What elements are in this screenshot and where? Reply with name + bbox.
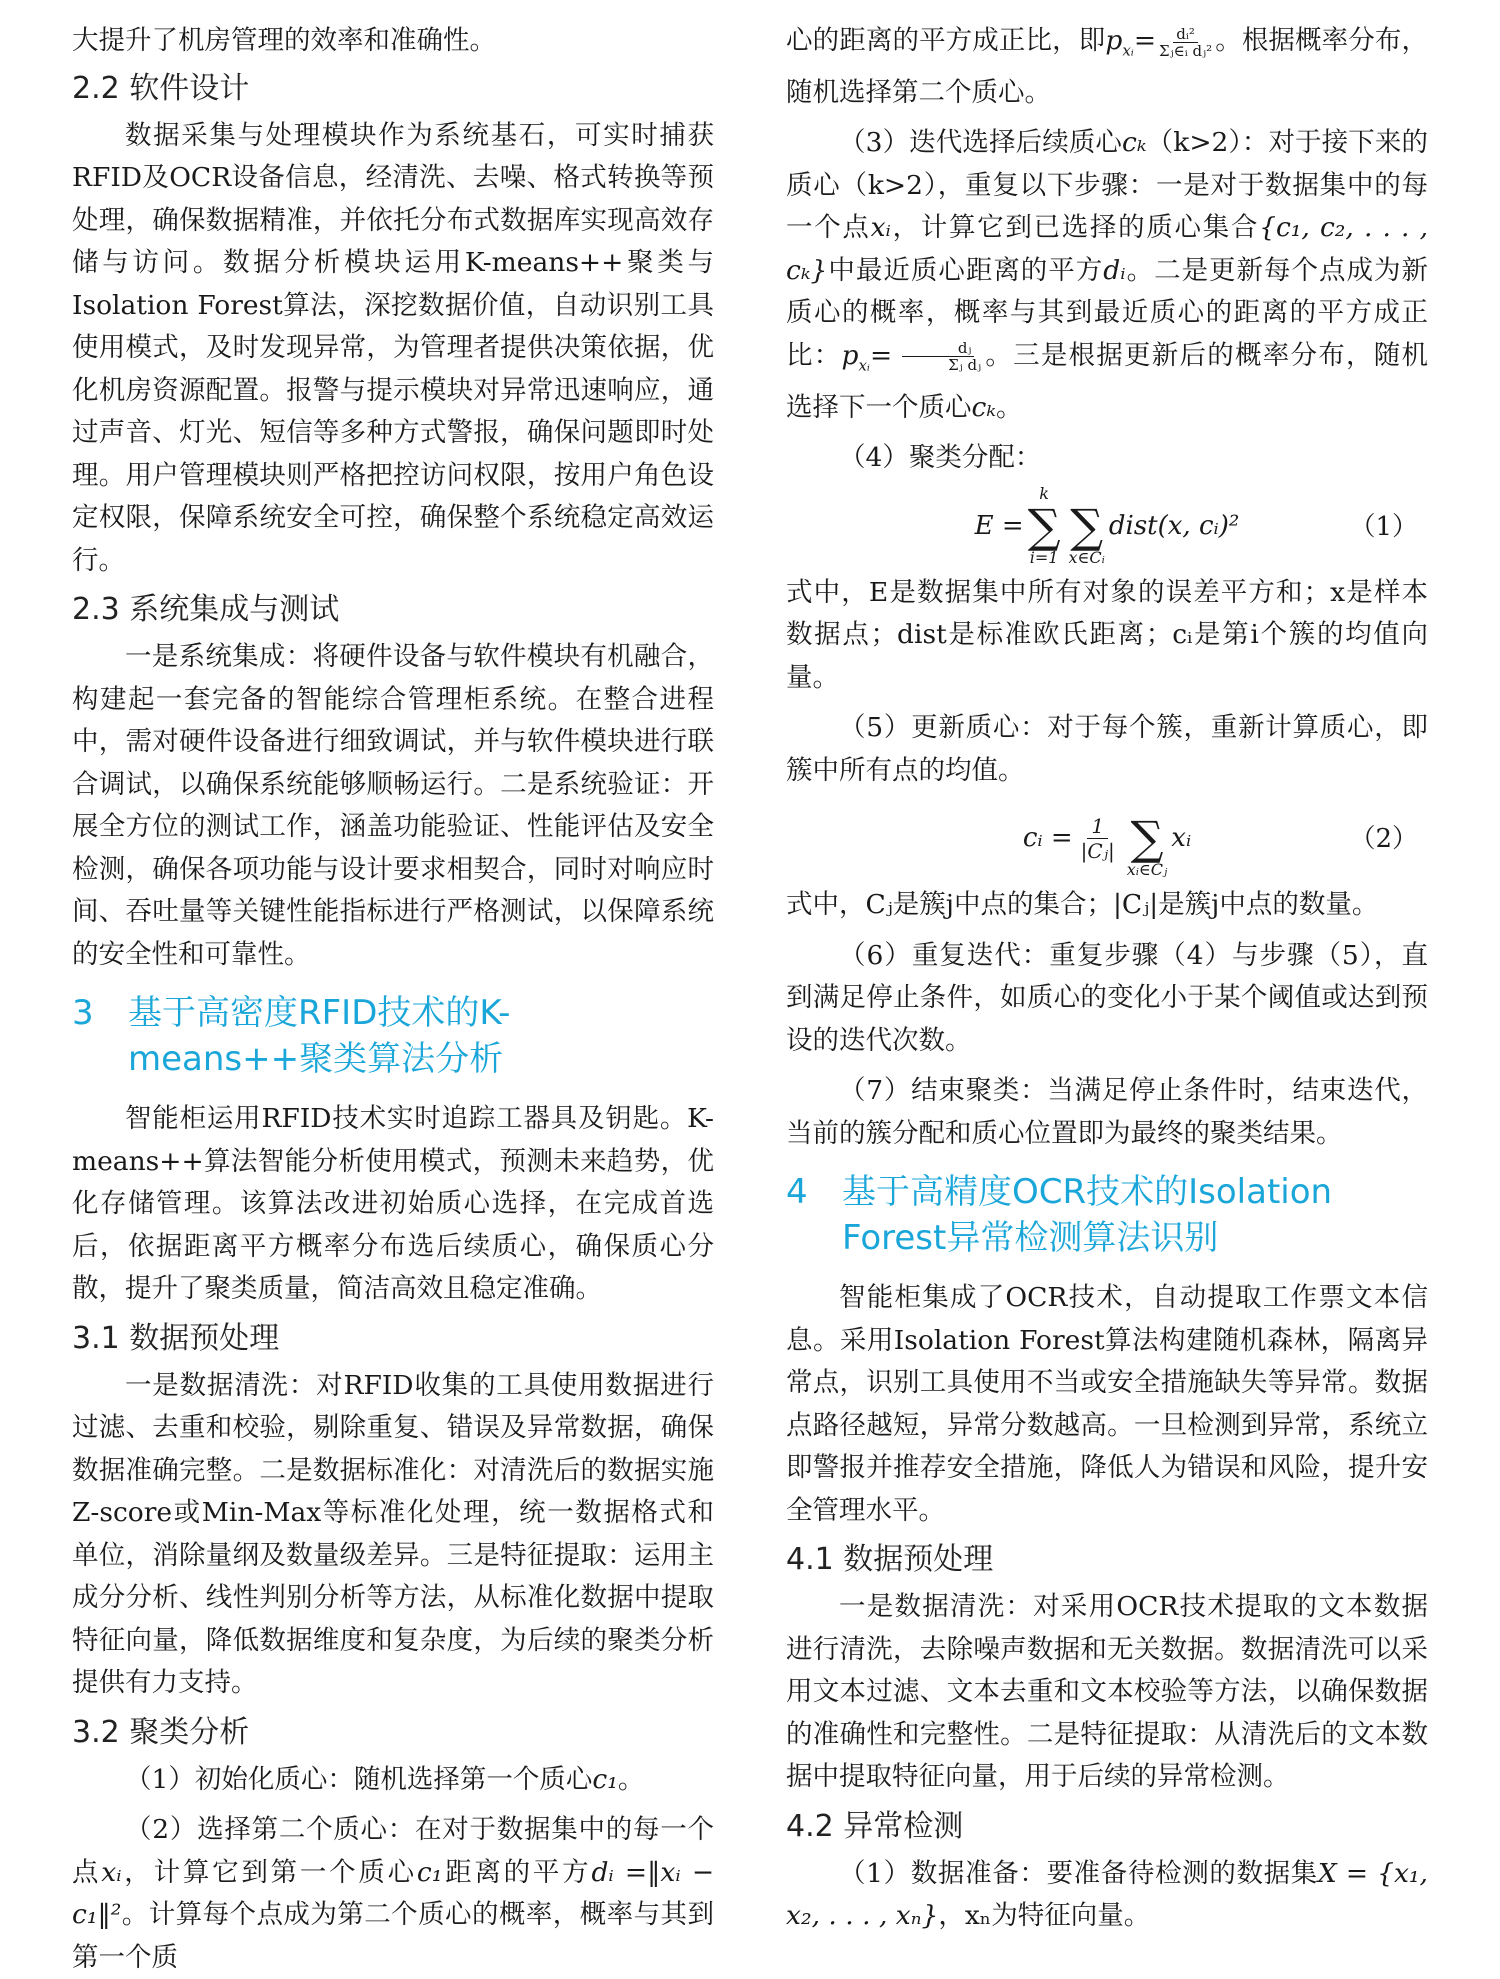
heading-4-number: 4	[786, 1172, 808, 1213]
step-1: （1）初始化质心：随机选择第一个质心c₁。	[125, 1763, 645, 1795]
equation-2-explanation: 式中，Cⱼ是簇j中点的集合；|Cⱼ|是簇j中点的数量。	[786, 889, 1379, 921]
equation-1: E = k ∑ i=1 ∑ x∈Cᵢ dist(x, cᵢ)² （1）	[974, 484, 1418, 567]
probability-fraction: $\frac{\text{dᵢ²}}{\text{Σⱼ∈ᵢ dⱼ²}}$	[1159, 24, 1213, 60]
right-column	[786, 20, 1428, 1938]
equation-2-number: （2）	[1349, 824, 1418, 855]
equation-1-explanation: 式中，E是数据集中所有对象的误差平方和；x是样本数据点；dist是标准欧氏距离；cᵢ是第i个簇的均值向量。	[786, 576, 1428, 693]
step-7: （7）结束聚类：当满足停止条件时，结束迭代，当前的簇分配和质心位置即为最终的聚类结果。	[786, 1075, 1428, 1149]
paragraph-3: 智能柜运用RFID技术实时追踪工器具及钥匙。K-means++算法智能分析使用模式，预测未来趋势，优化存储管理。该算法改进初始质心选择，在完成首选后，依据距离平方概率分布选后续质心，确保质心分散，提升了聚类质量，简洁高效且稳定准确。	[72, 1103, 714, 1304]
heading-4-1: 4.1 数据预处理	[786, 1542, 994, 1578]
heading-2-2: 2.2 软件设计	[72, 70, 250, 106]
step-2-continued: 心的距离的平方成正比，即$p_{xᵢ}=$ $\frac{\text{dᵢ²}}{\text{Σⱼ∈ᵢ dⱼ²}}$ 。根据概率分布，随机选择第二个质心。	[786, 24, 1429, 108]
heading-4	[786, 1169, 1428, 1261]
paragraph-2-3: 一是系统集成：将硬件设备与软件模块有机融合，构建起一套完备的智能综合管理柜系统。在整合进程中，需对硬件设备进行细致调试，并与软件模块进行联合调试，以确保系统能够顺畅运行。二是系统验证：开展全方位的测试工作，涵盖功能验证、性能评估及安全检测，确保各项功能与设计要求相契合，同时对响应时间、吞吐量等关键性能指标进行严格测试，以保障系统的安全性和可靠性。	[72, 641, 714, 970]
intro-paragraph: 大提升了机房管理的效率和准确性。	[72, 25, 496, 56]
heading-3-1: 3.1 数据预处理	[72, 1320, 280, 1356]
heading-3	[72, 990, 714, 1082]
step-3: （3）迭代选择后续质心cₖ（k>2）：对于接下来的质心（k>2），重复以下步骤：一是对于数据集中的每一个点xᵢ，计算它到已选择的质心集合{c₁, c₂, . . . , cₖ}中最近质心距离的平方dᵢ。二是更新每个点成为新质心的概率，概率与其到最近质心的距离的平方成正比：$p_{xᵢ}=$ $\frac{\text{dⱼ}}{\text{Σⱼ dⱼ}}$ 。三是根据更新后的概率分布，随机选择下一个质心cₖ。	[786, 127, 1429, 423]
paragraph-3-1: 一是数据清洗：对RFID收集的工具使用数据进行过滤、去重和校验，剔除重复、错误及异常数据，确保数据准确完整。二是数据标准化：对清洗后的数据实施Z-score或Min-Max等标准化处理，统一数据格式和单位，消除量纲及数量级差异。三是特征提取：运用主成分分析、线性判别分析等方法，从标准化数据中提取特征向量，降低数据维度和复杂度，为后续的聚类分析提供有力支持。	[72, 1369, 714, 1698]
equation-2: cᵢ = $\frac{1}{\text{|Cⱼ|}}$ ∑ xᵢ∈Cⱼ xᵢ （2）	[1022, 811, 1418, 880]
paragraph-2-2: 数据采集与处理模块作为系统基石，可实时捕获RFID及OCR设备信息，经清洗、去噪、格式转换等预处理，确保数据精准，并依托分布式数据库实现高效存储与访问。数据分析模块运用K-means++聚类与Isolation Forest算法，深挖数据价值，自动识别工具使用模式，及时发现异常，为管理者提供决策依据，优化机房资源配置。报警与提示模块对异常迅速响应，通过声音、灯光、短信等多种方式警报，确保问题即时处理。用户管理模块则严格把控访问权限，按用户角色设定权限，保障系统安全可控，确保整个系统稳定高效运行。	[72, 119, 714, 576]
heading-4-title: 基于高精度OCR技术的Isolation Forest异常检测算法识别	[842, 1172, 1333, 1259]
equation-1-number: （1）	[1349, 511, 1418, 542]
step-5: （5）更新质心：对于每个簇，重新计算质心，即簇中所有点的均值。	[786, 712, 1428, 786]
paragraph-4-2: （1）数据准备：要准备待检测的数据集X = {x₁, x₂, . . . , xₙ}，xₙ为特征向量。	[786, 1857, 1428, 1932]
heading-3-title: 基于高密度RFID技术的K-means++聚类算法分析	[128, 993, 511, 1079]
step-4: （4）聚类分配：	[839, 442, 1042, 474]
heading-4-2: 4.2 异常检测	[786, 1808, 964, 1844]
probability-fraction-2: $\frac{\text{dⱼ}}{\text{Σⱼ dⱼ}}$	[895, 340, 981, 373]
paragraph-4-1: 一是数据清洗：对采用OCR技术提取的文本数据进行清洗，去除噪声数据和无关数据。数据清洗可以采用文本过滤、文本去重和文本校验等方法，以确保数据的准确性和完整性。二是特征提取：从清洗后的文本数据中提取特征向量，用于后续的异常检测。	[786, 1591, 1428, 1793]
paragraph-4: 智能柜集成了OCR技术，自动提取工作票文本信息。采用Isolation Forest算法构建随机森林，隔离异常点，识别工具使用不当或安全措施缺失等异常。数据点路径越短，异常分数越高。一旦检测到异常，系统立即警报并推荐安全措施，降低人为错误和风险，提升安全管理水平。	[786, 1282, 1428, 1526]
heading-3-number: 3	[72, 993, 94, 1033]
step-6: （6）重复迭代：重复步骤（4）与步骤（5），直到满足停止条件，如质心的变化小于某个阈值或达到预设的迭代次数。	[786, 939, 1428, 1056]
heading-3-2: 3.2 聚类分析	[72, 1714, 250, 1750]
left-column	[72, 20, 714, 1979]
heading-2-3: 2.3 系统集成与测试	[72, 592, 340, 627]
step-2: （2）选择第二个质心：在对于数据集中的每一个点xᵢ，计算它到第一个质心c₁距离的平方dᵢ =‖xᵢ − c₁‖²。计算每个点成为第二个质心的概率，概率与其到第一个质	[72, 1814, 715, 1973]
